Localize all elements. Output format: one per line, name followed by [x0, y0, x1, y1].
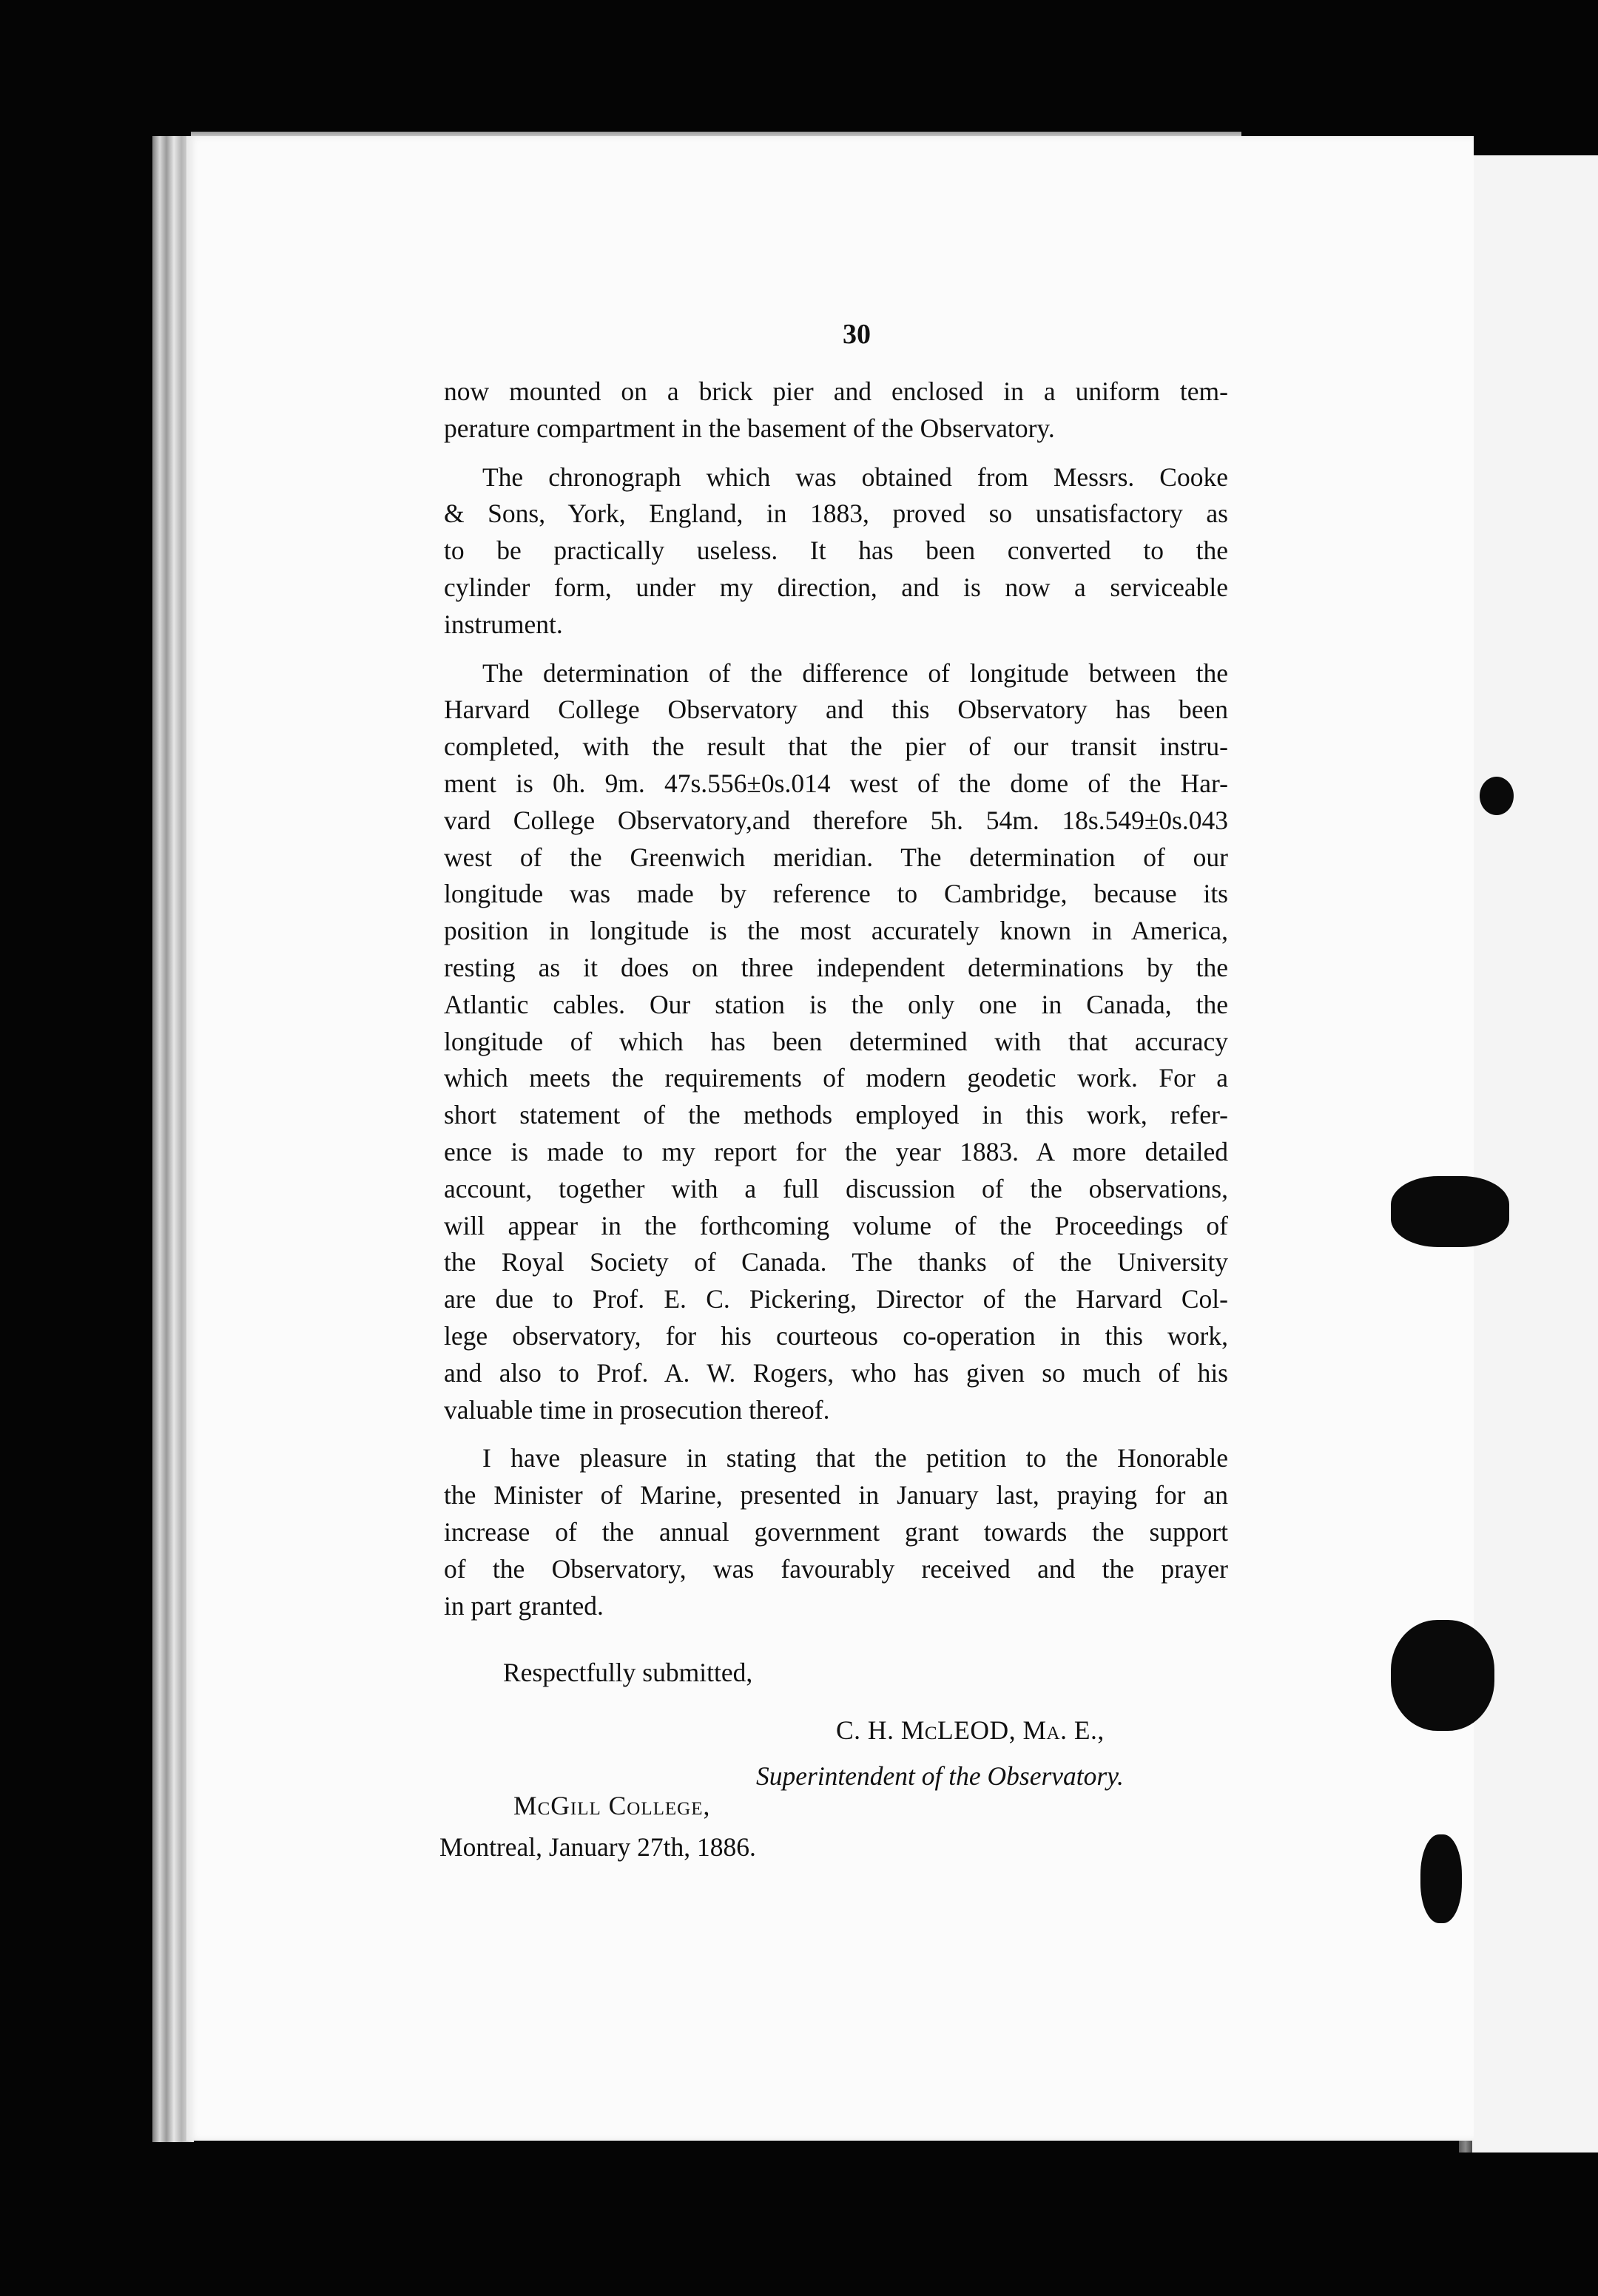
text-line: I have pleasure in stating that the petition to the Honorable — [482, 1443, 1228, 1473]
text-line: The determination of the difference of longitude between the — [482, 658, 1228, 688]
text-line: the Royal Society of Canada. The thanks of the University — [444, 1247, 1228, 1277]
text-line: ment is 0h. 9m. 47s.556±0s.014 west of the dome of the Har- — [444, 768, 1228, 798]
text-line: in part granted. — [444, 1590, 604, 1621]
paragraph — [444, 655, 1228, 1429]
text-line: the Minister of Marine, presented in January last, praying for an — [444, 1480, 1228, 1510]
text-line: increase of the annual government grant towards the support — [444, 1516, 1228, 1547]
binding-hole — [1391, 1176, 1509, 1247]
paragraph — [444, 374, 1228, 448]
text-line: to be practically useless. It has been converted to the — [444, 536, 1228, 566]
text-line: valuable time in prosecution thereof. — [444, 1394, 830, 1425]
text-line: short statement of the methods employed in this work, refer- — [444, 1100, 1228, 1130]
text-line: account, together with a full discussion of the observations, — [444, 1173, 1228, 1203]
text-line: and also to Prof. A. W. Rogers, who has given so much of his — [444, 1357, 1228, 1388]
text-line: completed, with the result that the pier of our transit instru- — [444, 732, 1228, 762]
college-name: McGill College, — [513, 1791, 711, 1820]
text-line: are due to Prof. E. C. Pickering, Director of the Harvard Col- — [444, 1284, 1228, 1314]
binding-hole — [1480, 777, 1514, 815]
text-line: longitude of which has been determined with that accuracy — [444, 1026, 1228, 1056]
text-line: Harvard College Observatory and this Observatory has been — [444, 695, 1228, 725]
binding-hole — [1420, 1834, 1462, 1923]
binding-hole — [1391, 1620, 1494, 1731]
text-line: cylinder form, under my direction, and is now a serviceable — [444, 572, 1228, 602]
body-text — [444, 374, 1228, 1624]
closing-salutation: Respectfully submitted, — [503, 1658, 753, 1687]
text-line: which meets the requirements of modern geodetic work. For a — [444, 1063, 1228, 1093]
text-line: position in longitude is the most accurately known in America, — [444, 916, 1228, 946]
signature-title: Superintendent of the Observatory. — [756, 1761, 1124, 1791]
text-line: perature compartment in the basement of the Observatory. — [444, 413, 1055, 443]
page-number: 30 — [843, 319, 871, 350]
text-line: west of the Greenwich meridian. The determination of our — [444, 842, 1228, 872]
adjacent-page — [1459, 155, 1598, 2152]
text-line: will appear in the forthcoming volume of the Proceedings of — [444, 1210, 1228, 1240]
text-line: & Sons, York, England, in 1883, proved so unsatisfactory as — [444, 499, 1228, 529]
text-line: The chronograph which was obtained from Messrs. Cooke — [482, 462, 1228, 492]
text-line: instrument. — [444, 609, 563, 639]
text-line: Atlantic cables. Our station is the only one in Canada, the — [444, 989, 1228, 1019]
text-line: now mounted on a brick pier and enclosed in a uniform tem- — [444, 377, 1228, 406]
text-line: vard College Observatory,and therefore 5h. 54m. 18s.549±0s.043 — [444, 805, 1228, 835]
signature-name: C. H. McLEOD, Ma. E., — [836, 1715, 1105, 1745]
text-line: ence is made to my report for the year 1883. A more detailed — [444, 1136, 1228, 1166]
paragraph — [444, 459, 1228, 644]
paragraph — [444, 1440, 1228, 1624]
date-line: Montreal, January 27th, 1886. — [439, 1832, 756, 1862]
text-line: lege observatory, for his courteous co-operation in this work, — [444, 1320, 1228, 1351]
text-line: of the Observatory, was favourably received and the prayer — [444, 1553, 1228, 1584]
text-line: resting as it does on three independent determinations by the — [444, 952, 1228, 982]
text-line: longitude was made by reference to Cambridge, because its — [444, 879, 1228, 909]
